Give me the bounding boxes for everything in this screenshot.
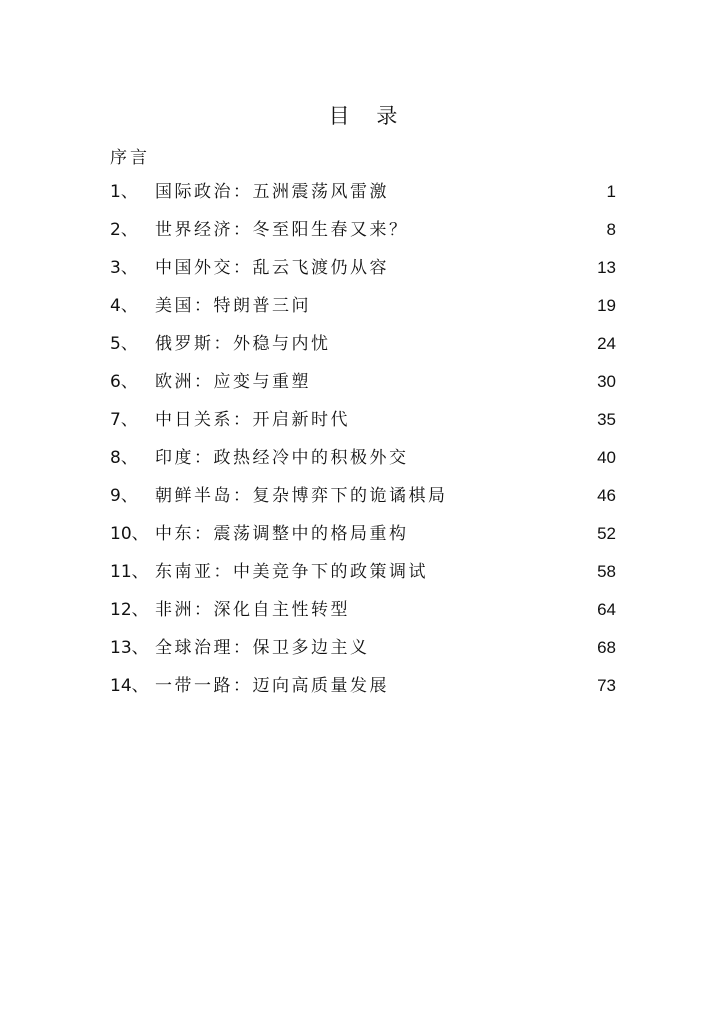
toc-entry-page: 46: [597, 486, 616, 505]
toc-entry-title: 印度：政热经冷中的积极外交: [155, 448, 409, 468]
toc-entry: [110, 637, 616, 675]
toc-entry-title: 东南亚：中美竞争下的政策调试: [155, 562, 428, 582]
toc-entry-title: 欧洲：应变与重塑: [155, 372, 311, 392]
toc-entry: [110, 295, 616, 333]
toc-entry: [110, 333, 616, 371]
toc-entry-title: 中日关系：开启新时代: [155, 410, 350, 430]
toc-entry-title: 中东：震荡调整中的格局重构: [155, 524, 409, 544]
toc-entry-number: 10、: [110, 524, 149, 544]
toc-entry-title: 中国外交：乱云飞渡仍从容: [155, 258, 389, 278]
toc-entry-number: 4、: [110, 296, 138, 316]
toc-entry: [110, 371, 616, 409]
toc-entry-title: 美国：特朗普三问: [155, 296, 311, 316]
toc-entry-number: 1、: [110, 182, 138, 202]
toc-entry-title: 非洲：深化自主性转型: [155, 600, 350, 620]
toc-entry-number: 8、: [110, 448, 138, 468]
toc-entry-page: 40: [597, 448, 616, 467]
table-of-contents: [110, 181, 616, 713]
toc-entry-page: 52: [597, 524, 616, 543]
toc-entry-title: 朝鲜半岛：复杂博弈下的诡谲棋局: [155, 486, 448, 506]
toc-entry-page: 73: [597, 676, 616, 695]
toc-entry-title: 世界经济：冬至阳生春又来？: [155, 220, 409, 240]
toc-entry-page: 24: [597, 334, 616, 353]
toc-entry: [110, 675, 616, 713]
toc-entry-number: 7、: [110, 410, 138, 430]
preface-heading: 序言: [110, 148, 150, 168]
toc-entry-page: 64: [597, 600, 616, 619]
toc-entry: [110, 219, 616, 257]
toc-entry-number: 3、: [110, 258, 138, 278]
toc-entry: [110, 485, 616, 523]
toc-entry-page: 30: [597, 372, 616, 391]
toc-entry-number: 2、: [110, 220, 138, 240]
toc-entry-number: 9、: [110, 486, 138, 506]
toc-entry-number: 13、: [110, 638, 149, 658]
toc-entry-number: 14、: [110, 676, 149, 696]
toc-entry: [110, 409, 616, 447]
toc-entry-title: 俄罗斯：外稳与内忧: [155, 334, 331, 354]
toc-entry: [110, 447, 616, 485]
toc-entry-number: 11、: [110, 562, 149, 582]
page-title: 目 录: [328, 104, 408, 128]
toc-entry-page: 1: [606, 182, 616, 201]
toc-entry: [110, 181, 616, 219]
toc-entry-page: 35: [597, 410, 616, 429]
toc-entry: [110, 599, 616, 637]
toc-entry-page: 8: [606, 220, 616, 239]
toc-entry-page: 13: [597, 258, 616, 277]
toc-entry-title: 国际政治：五洲震荡风雷激: [155, 182, 389, 202]
toc-entry-title: 一带一路：迈向高质量发展: [155, 676, 389, 696]
toc-entry-number: 6、: [110, 372, 138, 392]
toc-entry-number: 5、: [110, 334, 138, 354]
toc-entry-number: 12、: [110, 600, 149, 620]
toc-entry: [110, 561, 616, 599]
toc-entry: [110, 523, 616, 561]
toc-entry-page: 58: [597, 562, 616, 581]
toc-entry-title: 全球治理：保卫多边主义: [155, 638, 370, 658]
toc-entry-page: 19: [597, 296, 616, 315]
toc-entry-page: 68: [597, 638, 616, 657]
toc-entry: [110, 257, 616, 295]
